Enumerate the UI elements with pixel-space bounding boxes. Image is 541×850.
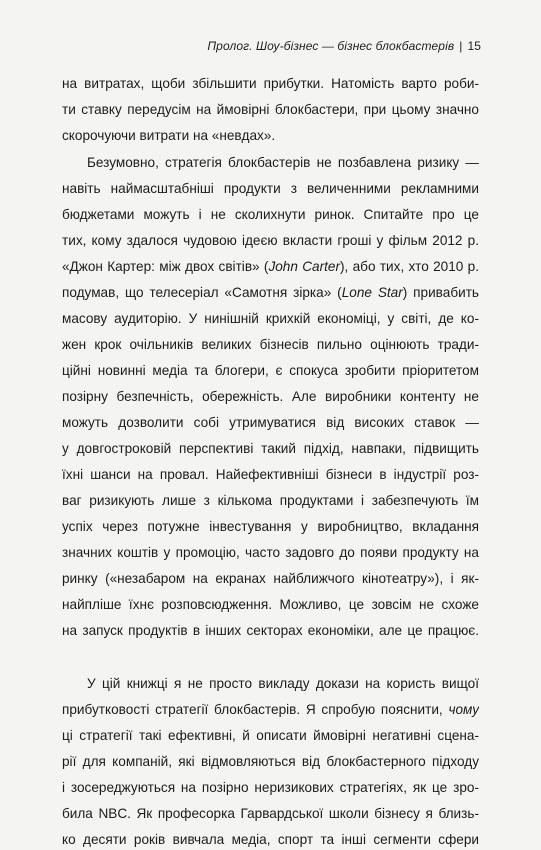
text-line: навіть наймасштабніші продукти з величенними рекламними xyxy=(62,181,479,196)
text-line: і зосереджуються на позірно неризикових стратегіях, як це зро- xyxy=(62,780,479,795)
text-line: успіх через потужне інвестування у виробництво, вкладання xyxy=(62,519,479,534)
text-line: била NBC. Як професорка Гарвардської школи бізнесу я близь- xyxy=(62,806,479,821)
text-line: на витратах, щоби збільшити прибутки. Натомість варто роби- xyxy=(62,76,479,91)
text-line: ційні новинні медіа та блогери, є спокуса зробити пріоритетом xyxy=(62,363,479,378)
text-line: ваг ризикують лише з кількома продуктами і забезпечують їм xyxy=(62,493,479,508)
text-line: можуть дозволити собі утримуватися від високих ставок — xyxy=(62,415,479,430)
text-line: їхні шанси на провал. Найефективніші бізнеси в індустрії роз- xyxy=(62,467,479,482)
text-line: значних коштів у промоцію, часто задовго до появи продукту на xyxy=(62,545,479,560)
running-header xyxy=(207,39,481,53)
text-line: найпліше їхнє розповсюдження. Можливо, це зовсім не схоже xyxy=(62,597,479,612)
text-line: жен крок очільників великих бізнесів пильно оцінюють тради- xyxy=(62,337,479,352)
text-line: прибутковості стратегії блокбастерів. Я спробую пояснити, чому xyxy=(62,702,479,717)
text-line: У цій книжці я не просто викладу докази на користь вищої xyxy=(87,676,479,691)
text-line: рії для компаній, які відмовляються від блокбастерного підходу xyxy=(62,754,479,769)
text-line: «Джон Картер: між двох світів» (John Carter), або тих, хто 2010 р. xyxy=(62,259,479,274)
text-line: тих, кому здалося чудовою ідеєю вкласти гроші у фільм 2012 р. xyxy=(62,233,479,248)
text-line: масову аудиторію. У нинішній крихкій економіці, у світі, де ко- xyxy=(62,311,479,326)
text-line: подумав, що телесеріал «Самотня зірка» (Lone Star) привабить xyxy=(62,285,479,300)
text-line: на запуск продуктів в інших секторах економіки, але це працює. xyxy=(62,623,479,638)
text-line: скорочуючи витрати на «невдах». xyxy=(62,128,276,143)
text-line: ці стратегії такі ефективні, й описати ймовірні негативні сцена- xyxy=(62,728,479,743)
text-line: у довгостроковій перспективі такий підхід, навпаки, підвищить xyxy=(62,441,479,456)
text-line: бюджетами можуть і не сколихнути ринок. Спитайте про це xyxy=(62,207,479,222)
text-line: позірну безпечність, обережність. Але виробники контенту не xyxy=(62,389,479,404)
text-line: Безумовно, стратегія блокбастерів не позбавлена ризику — xyxy=(87,155,479,170)
text-line: ти ставку передусім на ймовірні блокбастери, при цьому значно xyxy=(62,102,479,117)
page-number: 15 xyxy=(467,39,481,53)
header-separator: | xyxy=(459,39,463,53)
text-line: ко десяти років вивчала медіа, спорт та інші сегменти сфери xyxy=(62,832,479,847)
running-title: Пролог. Шоу-бізнес — бізнес блокбастерів xyxy=(207,39,455,53)
text-line: ринку («незабаром на екранах найближчого кінотеатру»), і як- xyxy=(62,571,479,586)
